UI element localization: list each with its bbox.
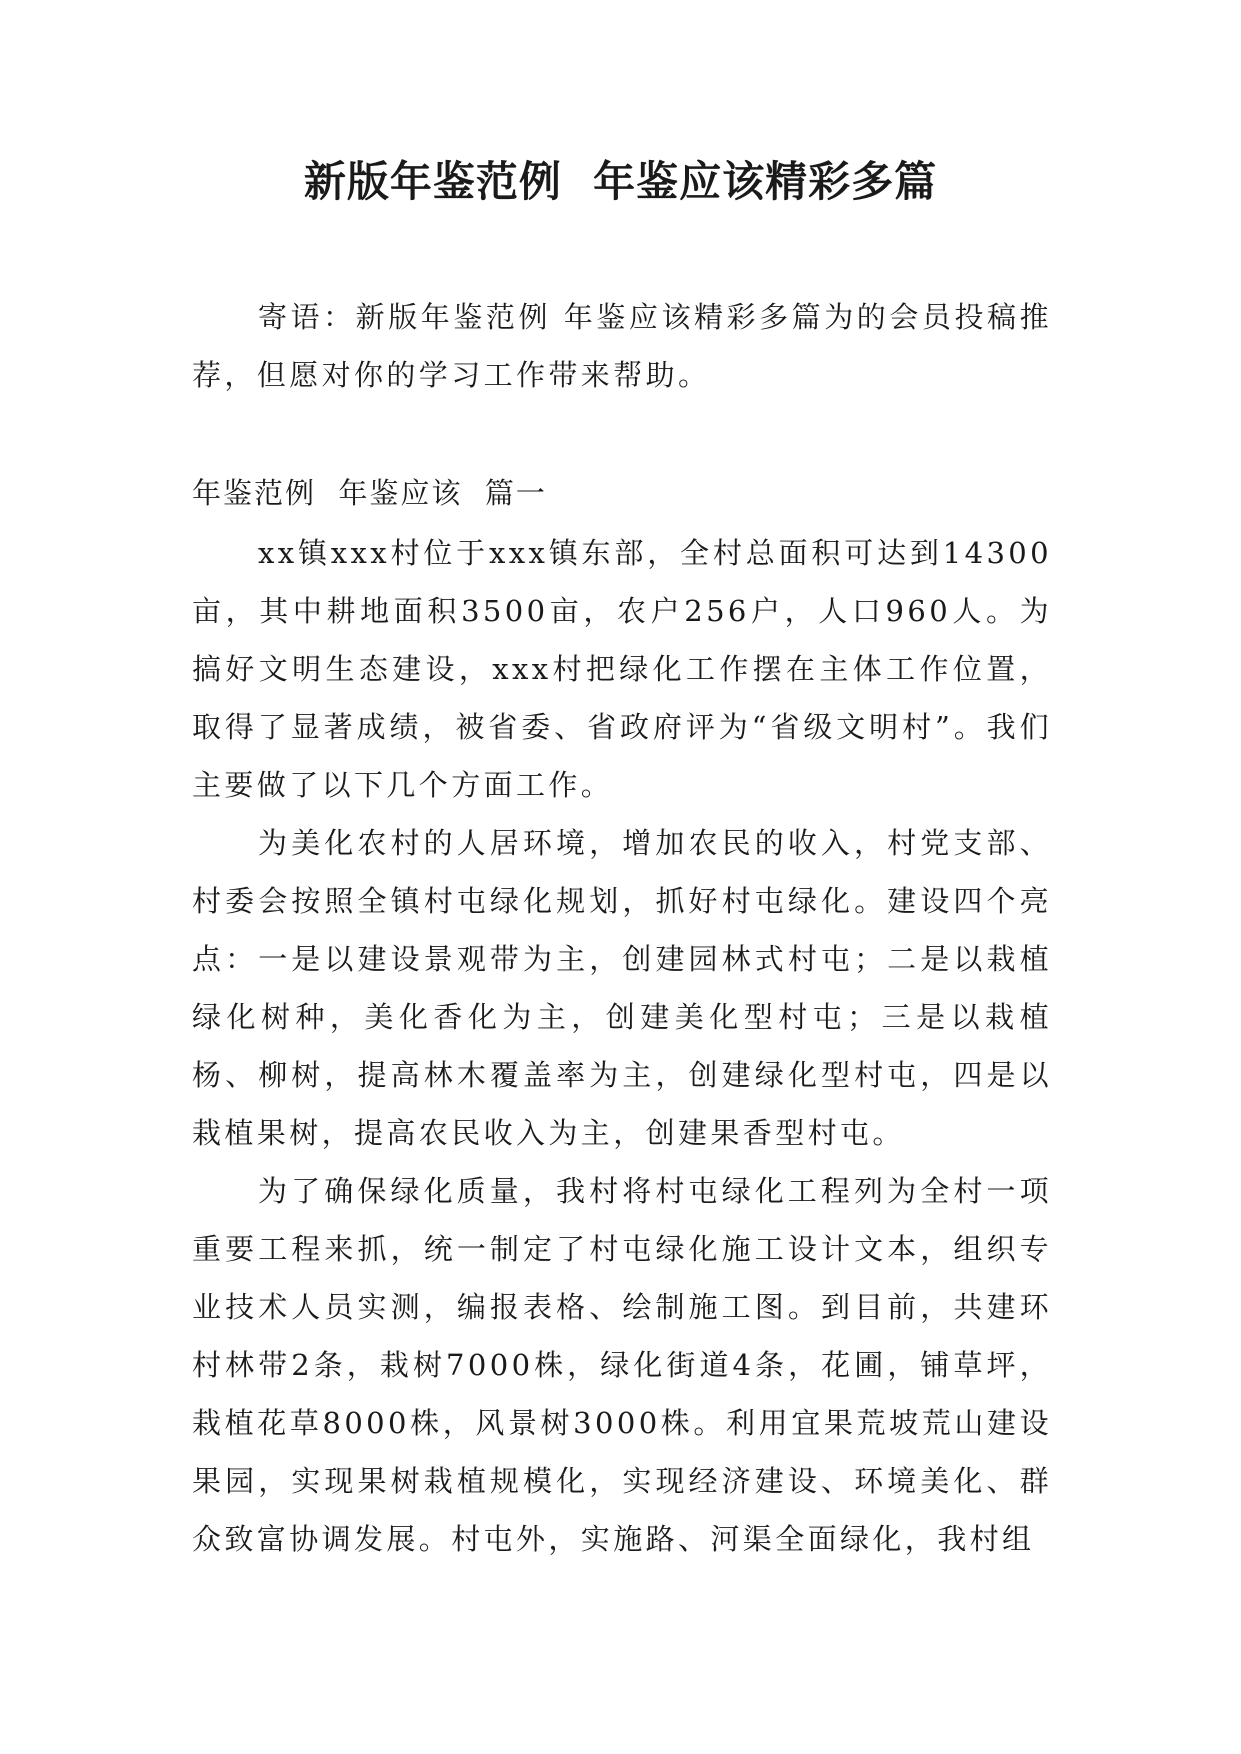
- document-title: 新版年鉴范例 年鉴应该精彩多篇: [303, 157, 938, 206]
- body-paragraph-2: 为美化农村的人居环境，增加农民的收入，村党支部、村委会按照全镇村屯绿化规划，抓好村屯绿化。建设四个亮点：一是以建设景观带为主，创建园林式村屯；二是以栽植绿化树种，美化香化为主，创建美化型村屯；三是以栽植杨、柳树，提高林木覆盖率为主，创建绿化型村屯，四是以栽植果树，提高农民收入为主，创建果香型村屯。: [192, 826, 1052, 1150]
- section-heading: 年鉴范例 年鉴应该 篇一: [192, 476, 547, 510]
- intro-paragraph: 寄语：新版年鉴范例 年鉴应该精彩多篇为的会员投稿推荐，但愿对你的学习工作带来帮助。: [192, 300, 1052, 392]
- body-paragraph-1: xx镇xxx村位于xxx镇东部，全村总面积可达到14300亩，其中耕地面积3500亩，农户256户，人口960人。为搞好文明生态建设，xxx村把绿化工作摆在主体工作位置，取得了显著成绩，被省委、省政府评为“省级文明村”。我们主要做了以下几个方面工作。: [192, 536, 1052, 802]
- body-paragraph-3: 为了确保绿化质量，我村将村屯绿化工程列为全村一项重要工程来抓，统一制定了村屯绿化施工设计文本，组织专业技术人员实测，编报表格、绘制施工图。到目前，共建环村林带2条，栽树7000株，绿化街道4条，花圃，铺草坪，栽植花草8000株，风景树3000株。利用宜果荒坡荒山建设果园，实现果树栽植规模化，实现经济建设、环境美化、群众致富协调发展。村屯外，实施路、河渠全面绿化，我村组: [192, 1174, 1052, 1556]
- document-body: [192, 524, 1052, 1568]
- intro-block: [192, 288, 1052, 404]
